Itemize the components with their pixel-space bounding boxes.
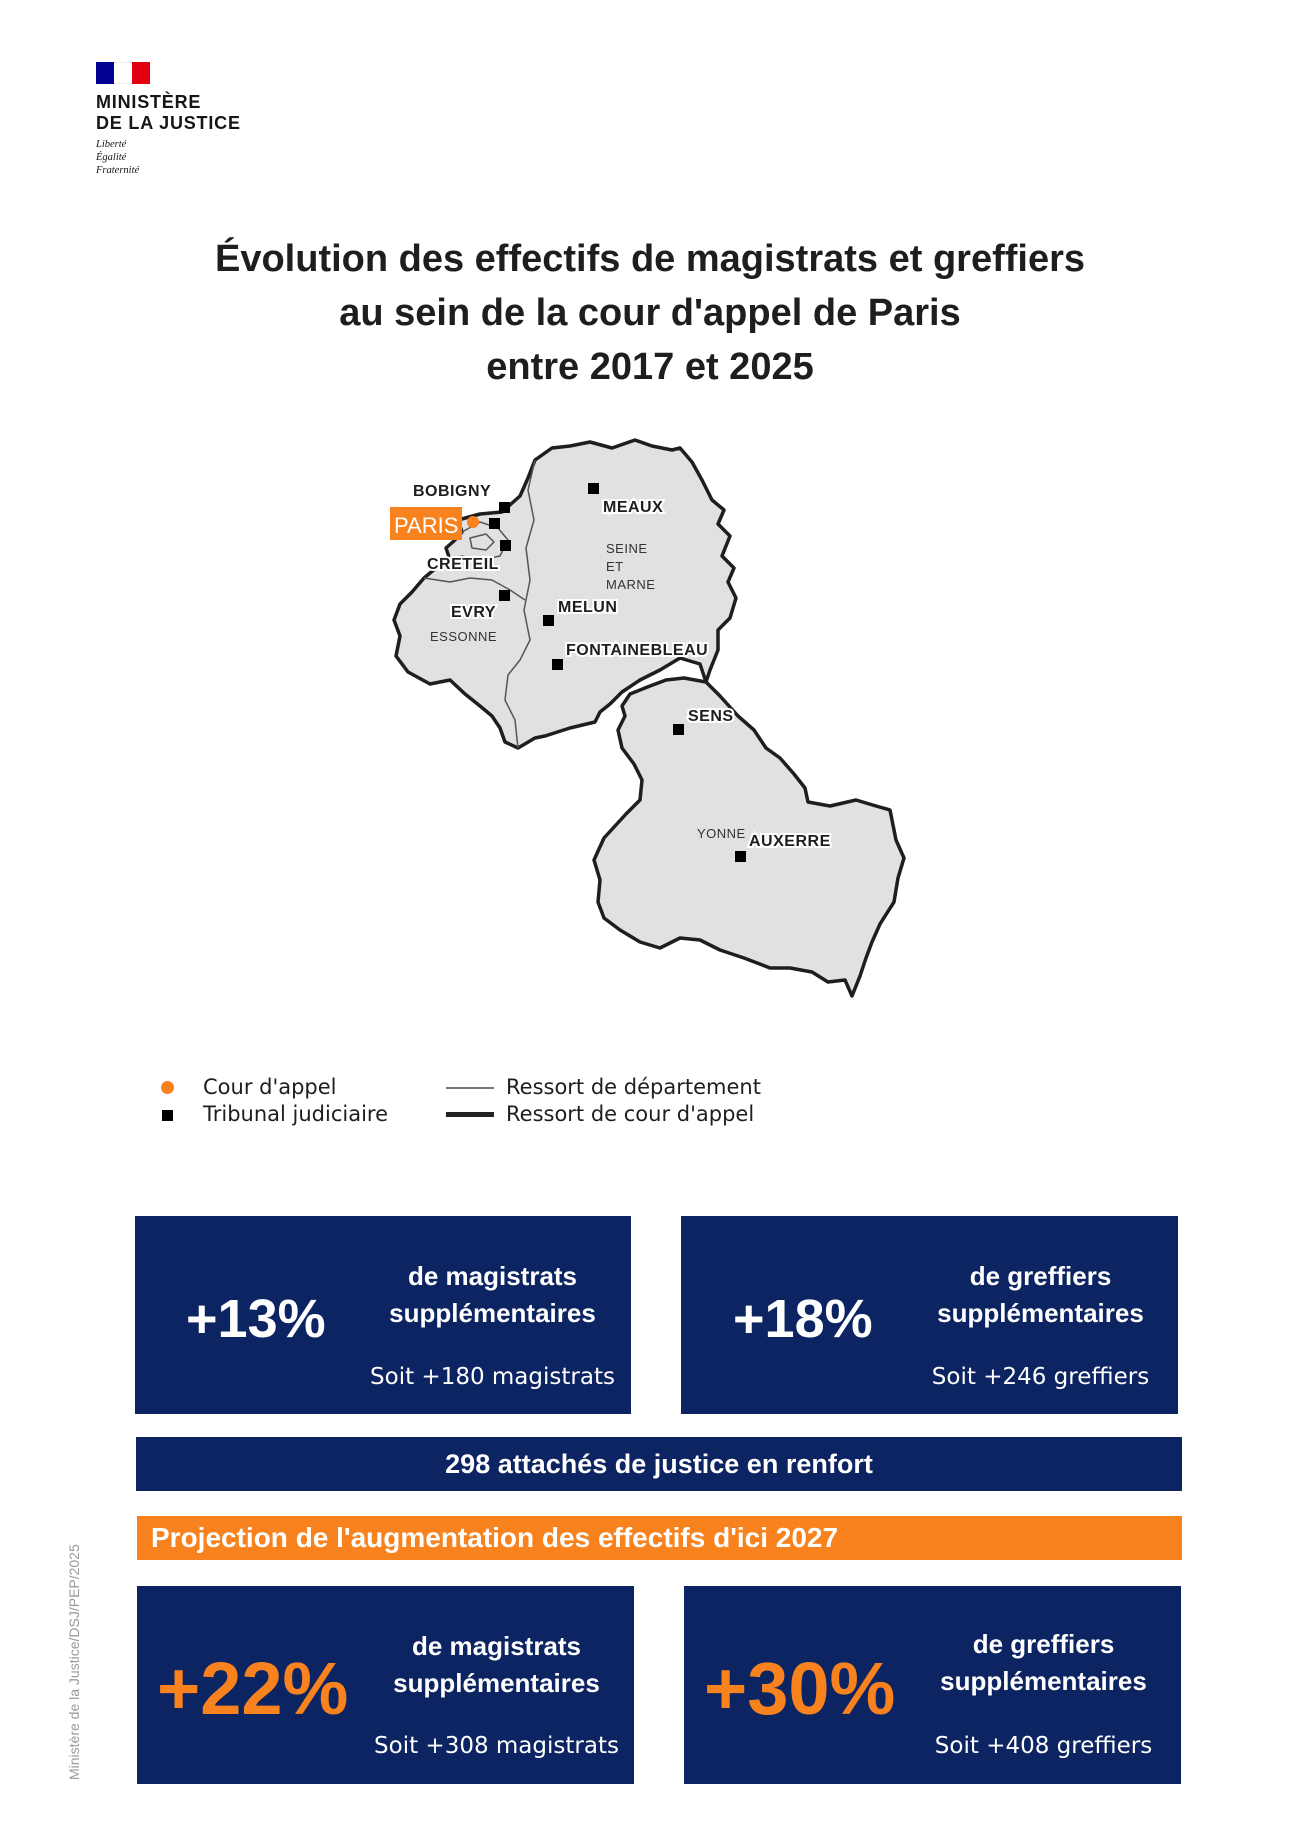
projection-desc-greffiers-line2: supplémentaires xyxy=(940,1666,1147,1696)
ministry-name-line1: MINISTÈRE xyxy=(96,92,202,112)
label-fontainebleau: FONTAINEBLEAU xyxy=(566,642,709,659)
cour-appel-paris-marker xyxy=(467,516,479,528)
projection-detail-greffiers: Soit +408 greffiers xyxy=(934,1733,1153,1759)
legend-ressort-cour: Ressort de cour d'appel xyxy=(506,1102,755,1126)
ministry-name-line2: DE LA JUSTICE xyxy=(96,113,241,133)
stat-detail-magistrats: Soit +180 magistrats xyxy=(370,1364,615,1390)
label-marne: MARNE xyxy=(606,577,656,592)
label-sens: SENS xyxy=(688,708,734,725)
paris-label: PARIS xyxy=(394,513,459,538)
label-melun: MELUN xyxy=(558,599,618,616)
credit-text: Ministère de la Justice/DSJ/PEP/2025 xyxy=(66,1544,82,1780)
stat-desc-magistrats xyxy=(365,1258,620,1332)
title-line3: entre 2017 et 2025 xyxy=(486,346,814,388)
projection-desc-magistrats-line2: supplémentaires xyxy=(393,1668,600,1698)
motto-egalite: Égalité xyxy=(96,152,127,163)
projection-desc-magistrats-line1: de magistrats xyxy=(411,1631,582,1661)
thick-line-legend-icon xyxy=(446,1112,494,1117)
label-seine: SEINE xyxy=(606,541,648,556)
label-meaux: MEAUX xyxy=(603,499,664,516)
stat-detail-greffiers: Soit +246 greffiers xyxy=(931,1364,1150,1390)
projection-desc-greffiers-line1: de greffiers xyxy=(972,1629,1115,1659)
label-evry: EVRY xyxy=(451,604,496,621)
stat-desc-greffiers-line2: supplémentaires xyxy=(937,1298,1144,1328)
projection-value-magistrats: +22% xyxy=(157,1647,349,1730)
stat-value-greffiers: +18% xyxy=(733,1289,873,1349)
legend-cour-appel: Cour d'appel xyxy=(203,1075,337,1099)
legend-ressort-departement: Ressort de département xyxy=(506,1075,761,1099)
tribunal-legend-icon xyxy=(162,1110,173,1121)
tribunal-marker-auxerre xyxy=(735,851,746,862)
projection-card-magistrats xyxy=(137,1586,634,1784)
cour-appel-legend-icon xyxy=(161,1081,174,1094)
tribunal-marker-meaux xyxy=(588,483,599,494)
stat-desc-magistrats-line1: de magistrats xyxy=(407,1261,578,1291)
thin-line-legend-icon xyxy=(446,1087,494,1089)
stat-desc-greffiers xyxy=(913,1258,1168,1332)
tribunal-marker-melun xyxy=(543,615,554,626)
label-essonne: ESSONNE xyxy=(430,629,498,644)
stat-desc-greffiers-line1: de greffiers xyxy=(969,1261,1112,1291)
tribunal-marker-fontainebleau xyxy=(552,659,563,670)
projection-value-greffiers: +30% xyxy=(704,1647,896,1730)
tribunal-marker-creteil xyxy=(500,540,511,551)
tribunal-marker-evry xyxy=(499,590,510,601)
label-bobigny: BOBIGNY xyxy=(413,483,492,500)
projection-detail-magistrats: Soit +308 magistrats xyxy=(374,1733,619,1759)
motto-fraternite: Fraternité xyxy=(96,165,140,176)
projection-desc-greffiers xyxy=(916,1626,1171,1700)
attaches-banner: 298 attachés de justice en renfort xyxy=(136,1437,1182,1491)
tribunal-marker-bobigny xyxy=(499,502,510,513)
stat-desc-magistrats-line2: supplémentaires xyxy=(389,1298,596,1328)
title-line1: Évolution des effectifs de magistrats et greffiers xyxy=(214,238,1085,280)
title-line2: au sein de la cour d'appel de Paris xyxy=(339,292,961,334)
tribunal-marker-sens xyxy=(673,724,684,735)
tribunal-marker-paris xyxy=(489,518,500,529)
label-creteil: CRETEIL xyxy=(427,556,499,573)
stat-card-greffiers xyxy=(681,1216,1178,1414)
label-yonne: YONNE xyxy=(697,826,746,841)
stat-card-magistrats xyxy=(135,1216,631,1414)
projection-card-greffiers xyxy=(684,1586,1181,1784)
projection-heading: Projection de l'augmentation des effectifs d'ici 2027 xyxy=(137,1516,1182,1560)
label-et: ET xyxy=(606,559,624,574)
projection-desc-magistrats xyxy=(369,1628,624,1702)
label-auxerre: AUXERRE xyxy=(749,833,831,850)
legend-tribunal: Tribunal judiciaire xyxy=(203,1102,389,1126)
stat-value-magistrats: +13% xyxy=(186,1289,326,1349)
motto-liberte: Liberté xyxy=(96,139,127,150)
